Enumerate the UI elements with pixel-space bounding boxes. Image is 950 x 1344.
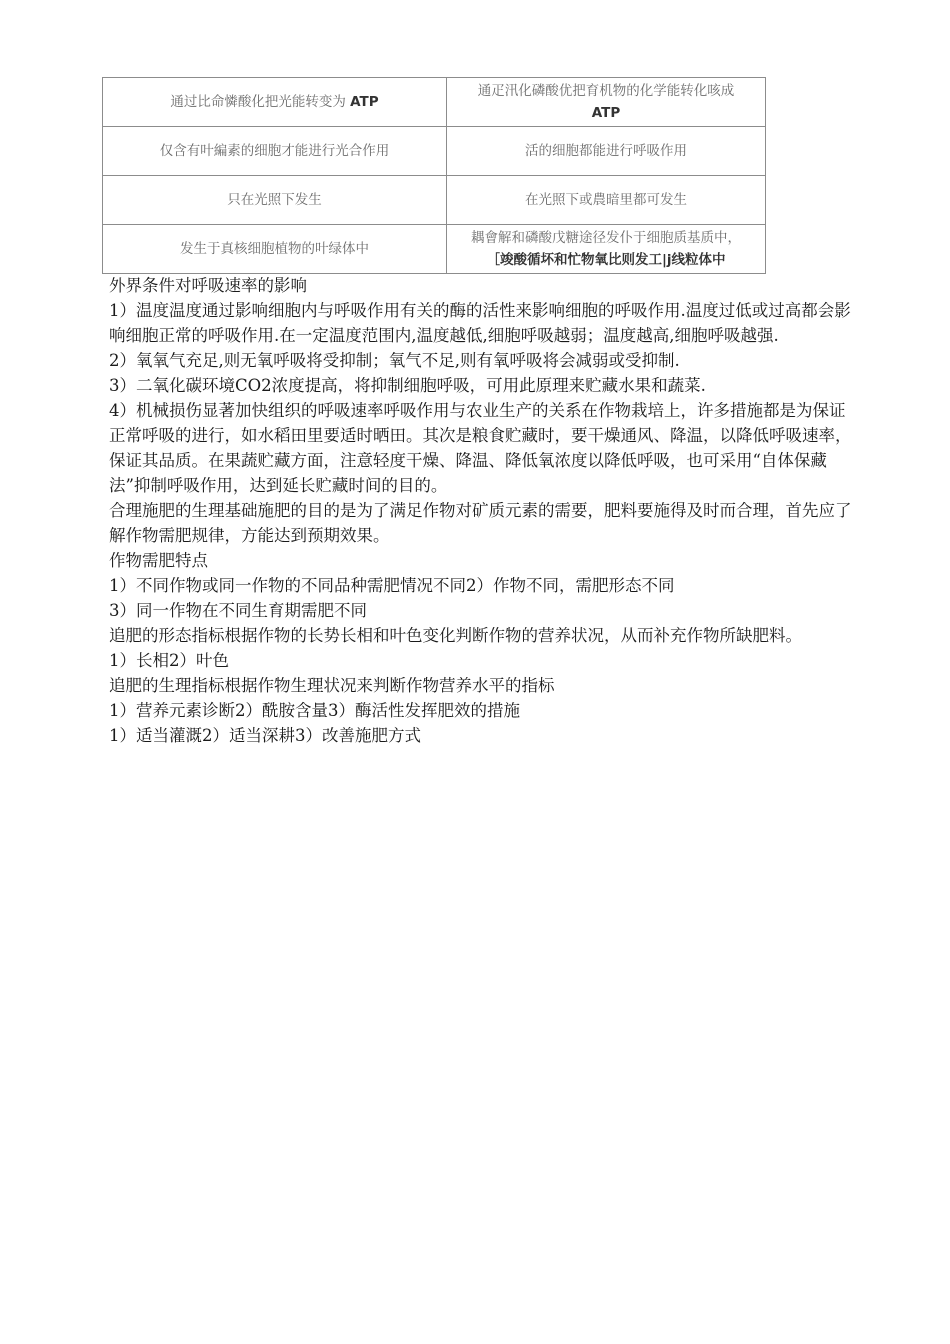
table-row bbox=[103, 176, 766, 225]
paragraph: 1）营养元素诊断2）酰胺含量3）酶活性发挥肥效的措施 bbox=[109, 701, 520, 720]
table-cell bbox=[447, 78, 766, 127]
paragraph: 追肥的形态指标根据作物的长势长相和叶色变化判断作物的营养状况，从而补充作物所缺肥料。 bbox=[109, 626, 802, 645]
paragraph: 1）不同作物或同一作物的不同品种需肥情况不同2）作物不同，需肥形态不同 bbox=[109, 576, 675, 595]
paragraph: 1）适当灌溉2）适当深耕3）改善施肥方式 bbox=[109, 726, 421, 745]
table-cell: 活的细胞都能进行呼吸作用 bbox=[447, 127, 766, 176]
table-cell: 发生于真核细胞植物的叶绿体中 bbox=[103, 225, 447, 274]
comparison-table bbox=[102, 77, 766, 274]
cell-text: 耦會解和磷酸戊糖途径发仆于细胞质基质中， bbox=[471, 230, 741, 246]
paragraph: 追肥的生理指标根据作物生理状况来判断作物营养水平的指标 bbox=[109, 676, 555, 695]
body-text bbox=[109, 273, 854, 748]
paragraph: 合理施肥的生理基础施肥的目的是为了满足作物对矿质元素的需要，肥料要施得及时而合理，首先应了解作物需肥规律，方能达到预期效果。 bbox=[109, 501, 852, 545]
cell-bold-text: ATP bbox=[591, 105, 621, 121]
cell-text: ［竣酸循坏和忙物氧比则发工|j线粒体中 bbox=[486, 252, 726, 268]
paragraph: 1）长相2）叶色 bbox=[109, 651, 229, 670]
cell-bold-text: ATP bbox=[350, 94, 379, 110]
paragraph: 3）二氧化碳环境CO2浓度提高，将抑制细胞呼吸，可用此原理来贮藏水果和蔬菜. bbox=[109, 376, 706, 395]
paragraph: 4）机械损伤显著加快组织的呼吸速率呼吸作用与农业生产的关系在作物栽培上，许多措施都是为保证正常呼吸的进行，如水稻田里要适时晒田。其次是粮食贮藏时，要干燥通风、降温，以降低呼吸速率，保证其品质。在果蔬贮藏方面，注意轻度干燥、降温、降低氧浓度以降低呼吸，也可采用“自体保藏法”抑制呼吸作用，达到延长贮藏时间的目的。 bbox=[109, 401, 852, 495]
paragraph: 2）氧氧气充足,则无氧呼吸将受抑制；氧气不足,则有氧呼吸将会减弱或受抑制. bbox=[109, 351, 680, 370]
table-row bbox=[103, 225, 766, 274]
cell-text: 通过比命憐酸化把光能转变为 bbox=[170, 94, 346, 110]
table-row bbox=[103, 78, 766, 127]
table-cell bbox=[447, 225, 766, 274]
paragraph: 3）同一作物在不同生育期需肥不同 bbox=[109, 601, 367, 620]
table-cell: 只在光照下发生 bbox=[103, 176, 447, 225]
table-cell: 在光照下或農暗里都可发生 bbox=[447, 176, 766, 225]
section-heading: 作物需肥特点 bbox=[109, 551, 208, 570]
section-heading: 外界条件对呼吸速率的影响 bbox=[109, 276, 307, 295]
table-cell bbox=[103, 78, 447, 127]
table-cell: 仅含有叶編素的细胞才能进行光合作用 bbox=[103, 127, 447, 176]
cell-text: 通疋汛化磷酸优把育机物的化学能转化咳成 bbox=[477, 83, 735, 99]
table-row bbox=[103, 127, 766, 176]
paragraph: 1）温度温度通过影响细胞内与呼吸作用有关的酶的活性来影响细胞的呼吸作用.温度过低或过高都会影响细胞正常的呼吸作用.在一定温度范围内,温度越低,细胞呼吸越弱；温度越高,细胞呼吸越强. bbox=[109, 301, 851, 345]
